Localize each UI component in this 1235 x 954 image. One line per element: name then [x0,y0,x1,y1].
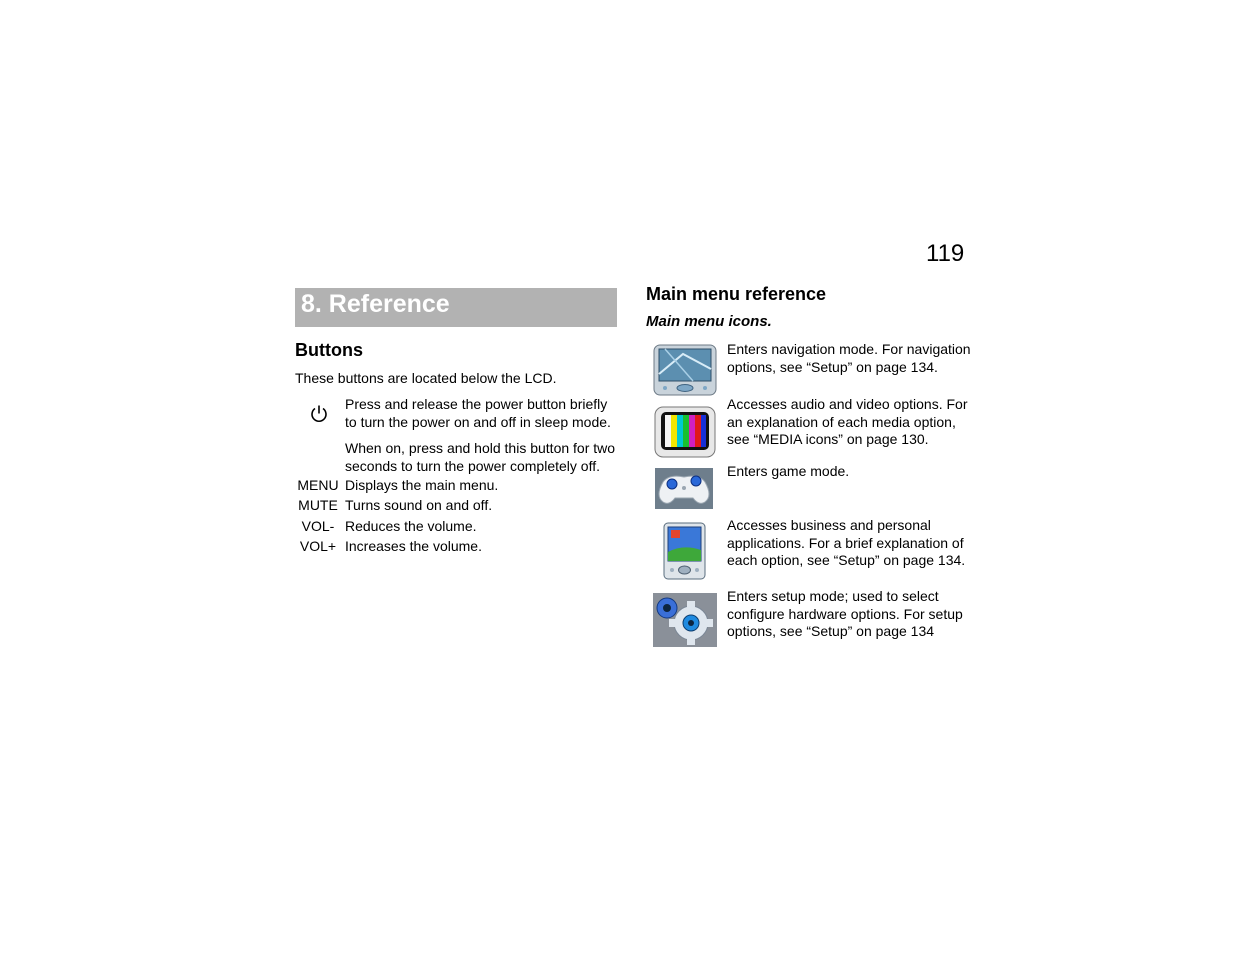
button-desc-menu: Displays the main menu. [345,477,499,493]
menu-desc-navigation: Enters navigation mode. For navigation options, see “Setup” on page 134. [727,341,971,375]
menu-desc-media: Accesses audio and video options. For an explanation of each media option, see “MEDIA icons” on page 130. [727,396,968,447]
buttons-heading: Buttons [295,340,363,360]
button-desc-mute: Turns sound on and off. [345,497,493,513]
button-label-vol-plus: VOL+ [299,538,337,554]
main-menu-heading: Main menu reference [646,284,827,304]
menu-desc-game: Enters game mode. [727,463,850,479]
main-menu-subheading: Main menu icons. [646,313,772,330]
button-desc-vol-minus: Reduces the volume. [345,518,477,534]
media-tv-icon [654,406,716,458]
page-number: 119 [926,240,965,267]
button-desc-vol-plus: Increases the volume. [345,538,482,554]
chapter-title: 8. Reference [301,290,450,318]
navigation-icon [653,344,717,396]
pda-icon [663,522,706,580]
power-desc-2: When on, press and hold this button for two seconds to turn the power completely off. [345,440,616,474]
gears-icon [653,593,717,647]
menu-desc-setup: Enters setup mode; used to select configure hardware options. For setup options, see “Setup” on page 134 [727,588,963,639]
button-label-vol-minus: VOL- [301,518,335,534]
power-icon [309,404,329,424]
button-label-menu: MENU [297,477,339,493]
button-label-mute: MUTE [298,497,338,513]
chapter-bar [295,288,617,327]
power-desc-1: Press and release the power button briefly to turn the power on and off in sleep mode. [345,396,611,430]
gamepad-icon [655,468,713,509]
menu-desc-applications: Accesses business and personal applications. For a brief explanation of each option, see “Setup” on page 134. [727,517,966,568]
buttons-intro: These buttons are located below the LCD. [295,370,557,386]
